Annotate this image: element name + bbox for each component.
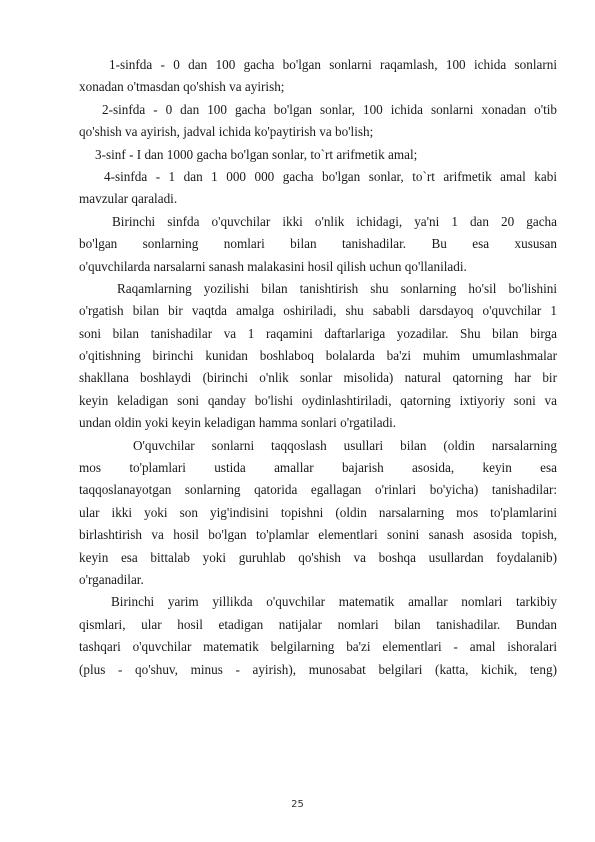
text-line: shakllana boshlaydi (birinchi o'nlik sonlar misolida) natural qatorning har bir <box>79 370 557 386</box>
text-line: keyin keladigan soni qanday bo'lishi oydinlashtiriladi, qatorning ixtiyoriy soni va <box>79 392 557 408</box>
text-line: 3-sinf - I dan 1000 gacha bo'lgan sonlar, to`rt arifmetik amal; <box>95 146 418 162</box>
text-line: birlashtirish va hosil bo'lgan to'plamlar elementlari sonini sanash asosida topish, <box>79 527 557 543</box>
text-line: undan oldin yoki keyin keladigan hamma sonlari o'rgatiladi. <box>79 415 397 431</box>
text-line: (plus - qo'shuv, minus - ayirish), munosabat belgilari (katta, kichik, teng) <box>79 661 557 677</box>
body-text <box>79 54 557 681</box>
text-line: Birinchi sinfda o'quvchilar ikki o'nlik ichidagi, ya'ni 1 dan 20 gacha <box>112 213 557 229</box>
text-line: Raqamlarning yozilishi bilan tanishtirish shu sonlarning ho'sil bo'lishini <box>117 280 557 296</box>
text-line: o'qitishning birinchi kunidan boshlaboq bolalarda ba'zi muhim umumlashmalar <box>79 348 557 364</box>
text-line: 1-sinfda - 0 dan 100 gacha bo'lgan sonlarni raqamlash, 100 ichida sonlarni <box>109 57 557 72</box>
text-line: o'quvchilarda narsalarni sanash malakasini hosil qilish uchun qo'llaniladi. <box>79 258 467 274</box>
text-line: keyin esa bittalab yoki guruhlab qo'shish va boshqa usullardan foydalanib) <box>79 549 557 565</box>
text-line: qismlari, ular hosil etadigan natijalar nomlari bilan tanishadilar. Bundan <box>79 616 557 632</box>
text-line: o'rganadilar. <box>79 571 144 587</box>
page-number: 25 <box>291 799 304 810</box>
text-line: o'rgatish bilan bir vaqtda amalga oshiriladi, shu sababli darsdayoq o'quvchilar 1 <box>79 303 557 319</box>
text-line: Birinchi yarim yillikda o'quvchilar matematik amallar nomlari tarkibiy <box>111 594 557 610</box>
text-line: tashqari o'quvchilar matematik belgilarning ba'zi elementlari - amal ishoralari <box>79 639 557 655</box>
text-line: mavzular qaraladi. <box>79 191 178 207</box>
text-line: taqqoslanayotgan sonlarning qatorida egallagan o'rinlari bo'yicha) tanishadilar: <box>79 482 557 498</box>
text-line: bo'lgan sonlarning nomlari bilan tanishadilar. Bu esa xususan <box>79 236 557 252</box>
text-line: xonadan o'tmasdan qo'shish va ayirish; <box>79 79 285 95</box>
text-line: 2-sinfda - 0 dan 100 gacha bo'lgan sonlar, 100 ichida sonlarni xonadan o'tib <box>102 101 557 117</box>
text-line: soni bilan tanishadilar va 1 raqamini daftarlariga yozadilar. Shu bilan birga <box>79 325 557 341</box>
text-line: O'quvchilar sonlarni taqqoslash usullari bilan (oldin narsalarning <box>133 437 557 453</box>
text-line: mos to'plamlari ustida amallar bajarish asosida, keyin esa <box>79 460 557 476</box>
text-line: qo'shish va ayirish, jadval ichida ko'paytirish va bo'lish; <box>79 124 374 140</box>
text-line: 4-sinfda - 1 dan 1 000 000 gacha bo'lgan sonlar, to`rt arifmetik amal kabi <box>104 168 557 184</box>
text-line: ular ikki yoki son yig'indisini topishni (oldin narsalarning mos to'plamlarini <box>79 504 557 520</box>
